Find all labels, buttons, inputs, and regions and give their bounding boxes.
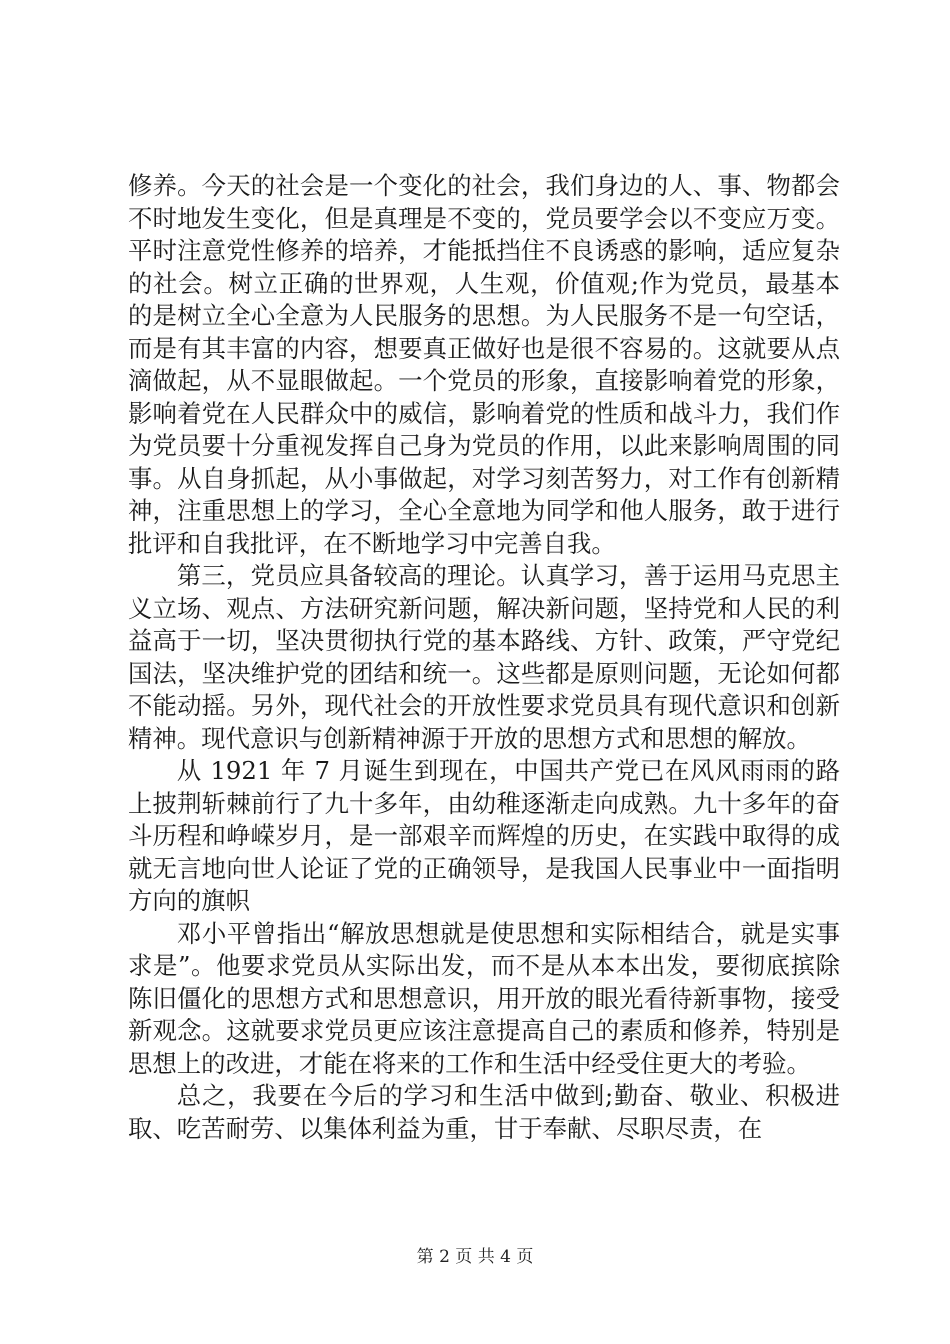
paragraph-conclusion: 总之，我要在今后的学习和生活中做到;勤奋、敬业、积极进取、吃苦耐劳、以集体利益为重，甘于奉献、尽职尽责，在 — [128, 1081, 840, 1143]
paragraph-continued-self-cultivation: 修养。今天的社会是一个变化的社会，我们身边的人、事、物都会不时地发生变化，但是真理是不变的，党员要学会以不变应万变。平时注意党性修养的培养，才能抵挡住不良诱惑的影响，适应复杂的社会。树立正确的世界观，人生观，价值观;作为党员，最基本的是树立全心全意为人民服务的思想。为人民服务不是一句空话，而是有其丰富的内容，想要真正做好也是很不容易的。这就要从点滴做起，从不显眼做起。一个党员的形象，直接影响着党的形象，影响着党在人民群众中的威信，影响着党的性质和战斗力，我们作为党员要十分重视发挥自己身为党员的作用，以此来影响周围的同事。从自身抓起，从小事做起，对学习刻苦努力，对工作有创新精神，注重思想上的学习，全心全意地为同学和他人服务，敢于进行批评和自我批评，在不断地学习中完善自我。 — [128, 171, 840, 558]
document-body — [128, 170, 840, 1145]
page-number-footer: 第 2 页 共 4 页 — [416, 1247, 534, 1267]
paragraph-third-point-theory: 第三，党员应具备较高的理论。认真学习，善于运用马克思主义立场、观点、方法研究新问题，解决新问题，坚持党和人民的利益高于一切，坚决贯彻执行党的基本路线、方针、政策，严守党纪国法，坚决维护党的团结和统一。这些都是原则问题，无论如何都不能动摇。另外，现代社会的开放性要求党员具有现代意识和创新精神。现代意识与创新精神源于开放的思想方式和思想的解放。 — [128, 561, 840, 753]
paragraph-party-history: 从 1921 年 7 月诞生到现在，中国共产党已在风风雨雨的路上披荆斩棘前行了九十多年，由幼稚逐渐走向成熟。九十多年的奋斗历程和峥嵘岁月，是一部艰辛而辉煌的历史，在实践中取得的成就无言地向世人论证了党的正确领导，是我国人民事业中一面指明方向的旗帜 — [128, 756, 840, 915]
paragraph-deng-xiaoping-quote: 邓小平曾指出“解放思想就是使思想和实际相结合，就是实事求是”。他要求党员从实际出发，而不是从本本出发，要彻底摈除陈旧僵化的思想方式和思想意识，用开放的眼光看待新事物，接受新观念。这就要求党员更应该注意提高自己的素质和修养，特别是思想上的改进，才能在将来的工作和生活中经受住更大的考验。 — [128, 918, 840, 1078]
